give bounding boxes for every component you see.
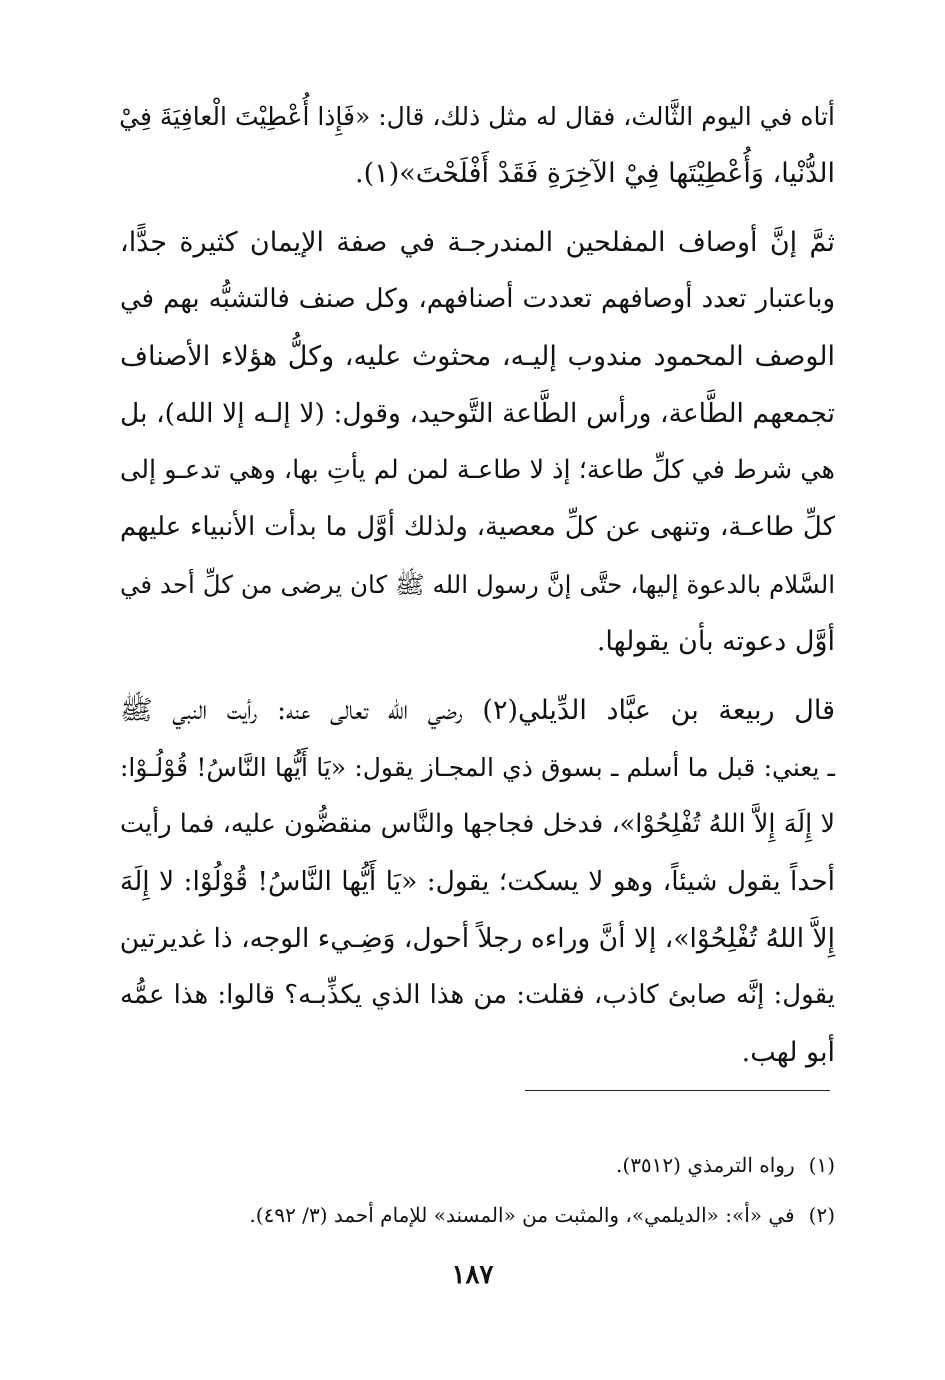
text-line: قال ربيعة بن عبَّاد الدِّيلي(٢) رضي الله تعالى عنه: رأيت النبي ﷺ: [120, 695, 836, 726]
text-line: أحداً يقول شيئاً، وهو لا يسكت؛ يقول: «يَا أَيُّها النَّاسُ! قُوْلُوْا: لا إِلَهَ: [120, 866, 835, 897]
footnote-number: (١): [808, 1153, 835, 1177]
page-number: ١٨٧: [451, 1260, 494, 1290]
text-line: الوصف المحمود مندوب إليـه، محثوث عليه، وكلُّ هؤلاء الأصناف: [120, 341, 835, 372]
footnote: [120, 1140, 835, 1190]
text-line: لا إِلَهَ إِلاَّ اللهُ تُفْلِحُوْا»، فدخل فجاجها والنَّاس منقضُّون عليه، فما رأيت: [120, 809, 835, 839]
footnote-text: في «أ»: «الديلمي»، والمثبت من «المسند» للإمام أحمد (٣/ ٤٩٢).: [249, 1203, 795, 1227]
text-line: ثمَّ إنَّ أوصاف المفلحين المندرجـة في صفة الإيمان كثيرة جدًّا،: [120, 227, 835, 258]
text-line: أوَّل دعوته بأن يقولها.: [596, 626, 835, 657]
text-line: إِلاَّ اللهُ تُفْلِحُوْا»، إلا أنَّ وراءه رجلاً أحول، وَضِـيء الوجه، ذا غديرتين: [119, 923, 835, 954]
text-line: تجمعهم الطَّاعة، ورأس الطَّاعة التَّوحيد، وقول: (لا إلـه إلا الله)، بل: [120, 398, 835, 429]
footnote-text: رواه الترمذي (٣٥١٢).: [616, 1153, 795, 1177]
text-line: يقول: إنَّه صابئ كاذب، فقلت: من هذا الذي يكذِّبـه؟ قالوا: هذا عمُّه: [120, 980, 835, 1010]
main-text: [120, 88, 835, 1081]
text-line: أبو لهب.: [741, 1037, 835, 1068]
text-line: أتاه في اليوم الثَّالث، فقال له مثل ذلك، قال: «فَإِذا أُعْطِيْتَ الْعافِيَةَ فِيْ: [119, 102, 835, 131]
text-line: الدُّنْيا، وَأُعْطِيْتَها فِيْ الآخِرَةِ فَقَدْ أَفْلَحْتَ»(١).: [355, 158, 835, 189]
text-line: وباعتبار تعدد أوصافهم تعددت أصنافهم، وكل صنف فالتشبُّه بهم في: [120, 284, 835, 314]
footnote-number: (٢): [808, 1203, 835, 1227]
text-line: هي شرط في كلِّ طاعة؛ إذ لا طاعـة لمن لم يأتِ بها، وهي تدعـو إلى: [120, 455, 835, 485]
text-line: السَّلام بالدعوة إليها، حتَّى إنَّ رسول الله ﷺ كان يرضى من كلِّ أحد في: [120, 570, 835, 599]
footnote: [120, 1190, 835, 1240]
text-line: كلِّ طاعـة، وتنهى عن كلِّ معصية، ولذلك أوَّل ما بدأت الأنبياء عليهم: [120, 512, 835, 542]
footnote-separator: [525, 1090, 830, 1091]
footnotes: [120, 1140, 835, 1240]
text-line: ـ يعني: قبل ما أسلم ـ بسوق ذي المجـاز يقول: «يَا أَيُّها النَّاسُ! قُوْلُـوْا:: [120, 753, 835, 782]
